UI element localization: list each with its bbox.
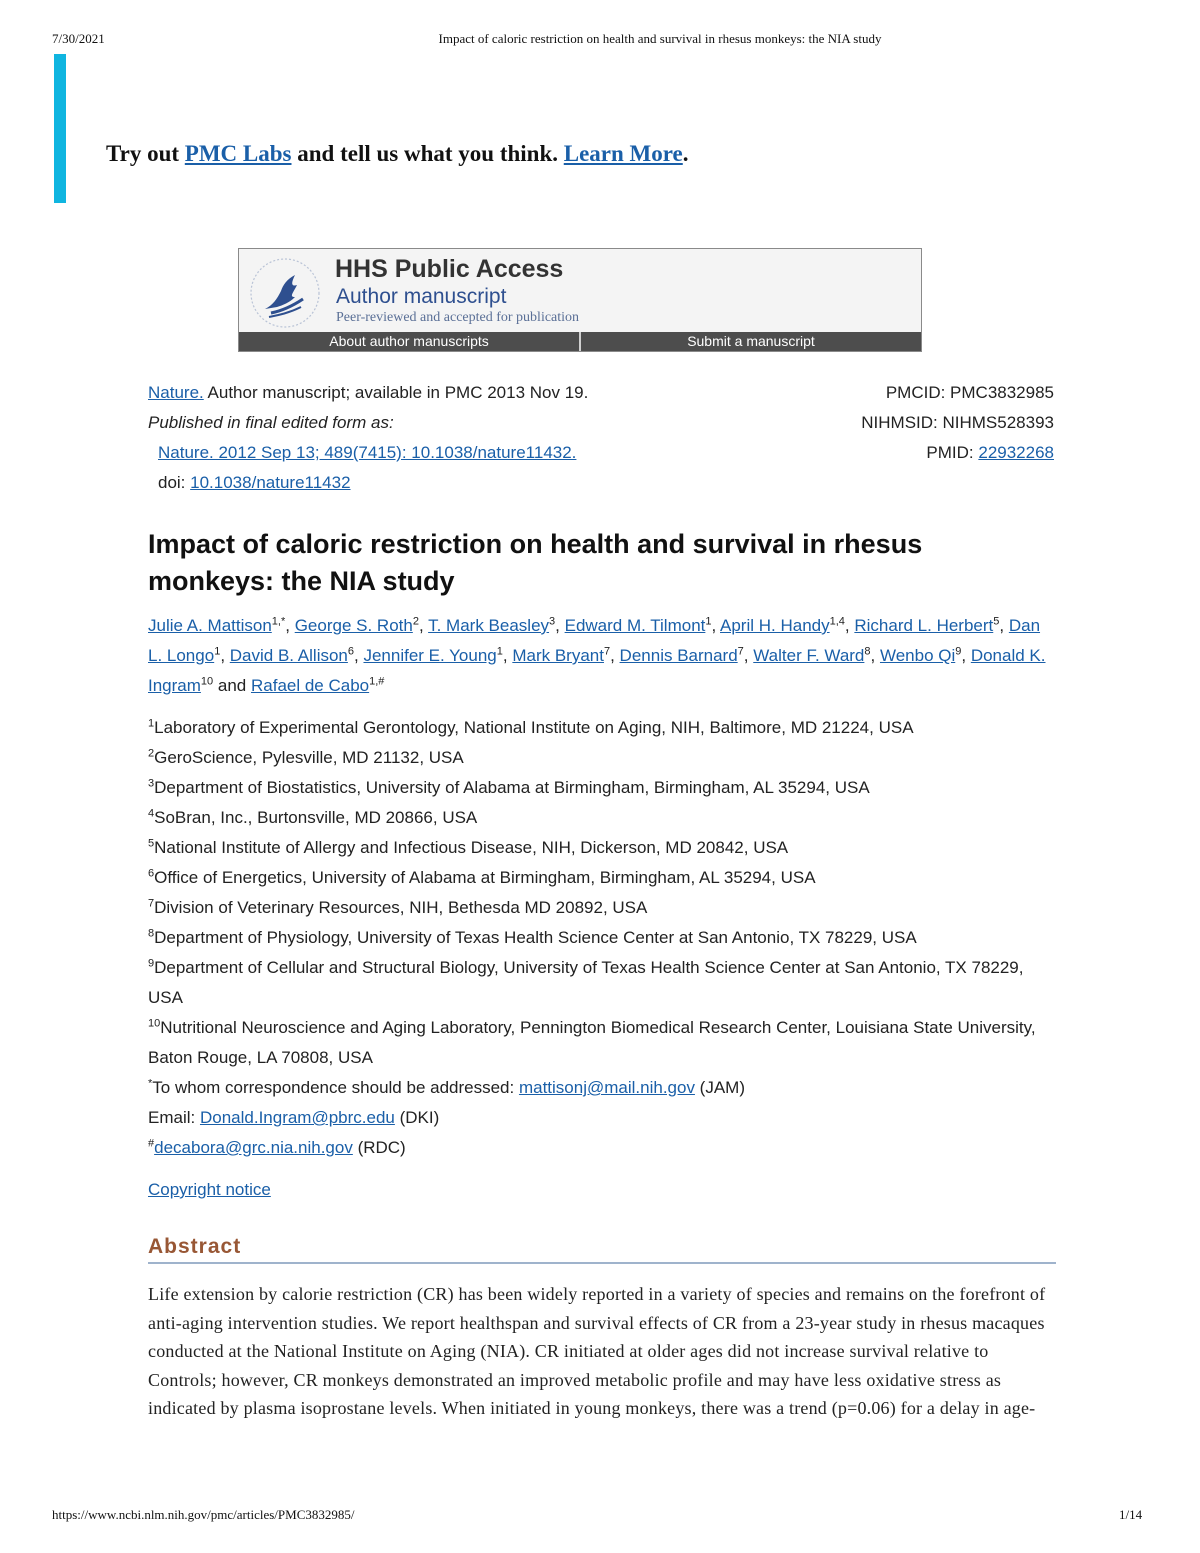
pmc-labs-link[interactable]: PMC Labs	[184, 141, 292, 166]
pmcid: PMCID: PMC3832985	[885, 383, 1054, 402]
affiliation-text: GeroScience, Pylesville, MD 21132, USA	[154, 748, 464, 767]
abstract-heading: Abstract	[148, 1235, 1056, 1264]
affiliation-number: 10	[148, 1017, 161, 1030]
author-link[interactable]: T. Mark Beasley	[428, 616, 550, 635]
affiliation-text: Nutritional Neuroscience and Aging Laboratory, Pennington Biomedical Research Center, Louisiana State University, Baton Rouge, LA 70808, USA	[148, 1018, 1036, 1067]
author-link[interactable]: Wenbo Qi	[879, 646, 956, 665]
affiliation-text: Department of Cellular and Structural Biology, University of Texas Health Science Center at San Antonio, TX 78229, USA	[148, 958, 1024, 1007]
article-title: Impact of caloric restriction on health and survival in rhesus monkeys: the NIA study	[148, 529, 923, 596]
author-link[interactable]: Rafael de Cabo	[250, 676, 370, 695]
published-label: Published in final edited form as:	[148, 413, 394, 432]
author-link[interactable]: Julie A. Mattison	[148, 616, 272, 635]
author-separator: ,	[610, 646, 620, 665]
author-separator: ,	[502, 646, 513, 665]
affiliation-item	[148, 803, 1058, 833]
affiliation-item	[148, 833, 1058, 863]
affiliation-number: 2	[148, 747, 155, 760]
author-affiliation-sup: 1,#	[369, 675, 385, 688]
author-separator: ,	[743, 646, 754, 665]
author-affiliation-sup: 1,*	[271, 615, 286, 628]
affiliation-item	[148, 863, 1058, 893]
author-link[interactable]: Walter F. Ward	[753, 646, 865, 665]
author-affiliation-sup: 6	[347, 645, 355, 658]
hhs-eagle-logo-icon	[247, 255, 323, 331]
author-link[interactable]: Dan L. Longo	[148, 616, 1041, 665]
affiliation-number: 1	[148, 717, 155, 730]
affiliation-number: 9	[148, 957, 155, 970]
author-and: and	[213, 676, 251, 695]
affiliation-text: Division of Veterinary Resources, NIH, Bethesda MD 20892, USA	[154, 898, 648, 917]
article-ids: PMCID: PMC3832985 NIHMSID: NIHMS528393 PMID: 22932268	[861, 378, 1054, 468]
banner-accent-bar	[54, 54, 66, 203]
author-link[interactable]: Donald K. Ingram	[148, 646, 1046, 695]
author-affiliation-sup: 10	[200, 675, 214, 688]
citation-link[interactable]: Nature. 2012 Sep 13; 489(7415): 10.1038/nature11432.	[158, 443, 577, 462]
author-link[interactable]: Dennis Barnard	[619, 646, 738, 665]
author-link[interactable]: Mark Bryant	[512, 646, 604, 665]
author-affiliation-sup: 1	[705, 615, 712, 628]
author-link[interactable]: Edward M. Tilmont	[564, 616, 706, 635]
hhs-title: HHS Public Access	[335, 255, 564, 283]
affiliation-text: Laboratory of Experimental Gerontology, National Institute on Aging, NIH, Baltimore, MD 21224, USA	[154, 718, 914, 737]
hhs-public-access-banner	[238, 248, 922, 352]
affiliation-item	[148, 773, 1058, 803]
pmc-labs-banner: Try out PMC Labs and tell us what you think. Learn More.	[106, 141, 689, 166]
abstract-text: Life extension by calorie restriction (CR) has been widely reported in a variety of species and remains on the forefront of anti-aging intervention studies. We report healthspan and survival effects of CR from a 23-year study in rhesus macaques conducted at the National Institute on Aging (NIA). CR initiated at older ages did not increase survival relative to Controls; however, CR monkeys demonstrated an improved metabolic profile and may have less oxidative stress as indicated by plasma isoprostane levels. When initiated in young monkeys, there was a trend (p=0.06) for a delay in age-	[148, 1284, 1046, 1418]
doi-link[interactable]: 10.1038/nature11432	[190, 473, 351, 492]
author-affiliation-sup: 1	[214, 645, 221, 658]
print-header	[0, 31, 1200, 49]
affiliation-text: SoBran, Inc., Burtonsville, MD 20866, USA	[154, 808, 478, 827]
affiliation-number: 3	[148, 777, 155, 790]
author-affiliation-sup: 5	[993, 615, 1000, 628]
print-date: 7/30/2021	[52, 31, 105, 46]
hhs-tagline: Peer-reviewed and accepted for publication	[336, 310, 580, 325]
affiliation-item	[148, 743, 1058, 773]
affiliation-text: National Institute of Allergy and Infectious Disease, NIH, Dickerson, MD 20842, USA	[154, 838, 789, 857]
print-title: Impact of caloric restriction on health and survival in rhesus monkeys: the NIA study	[438, 31, 882, 46]
nihmsid: NIHMSID: NIHMS528393	[861, 413, 1054, 432]
affiliation-number: 6	[148, 867, 155, 880]
author-affiliation-sup: 8	[864, 645, 871, 658]
pmid-link[interactable]: 22932268	[978, 443, 1054, 462]
affiliation-item	[148, 893, 1058, 923]
author-separator: ,	[555, 616, 565, 635]
author-link[interactable]: April H. Handy	[720, 616, 830, 635]
author-affiliation-sup: 2	[412, 615, 419, 628]
author-affiliation-sup: 1,4	[829, 615, 845, 628]
affiliation-number: 8	[148, 927, 155, 940]
author-separator: ,	[870, 646, 880, 665]
affiliation-number: 5	[148, 837, 155, 850]
email-line-decabo: #decabora@grc.nia.nih.gov (RDC)	[148, 1137, 406, 1157]
author-separator: ,	[220, 646, 230, 665]
hhs-subtitle: Author manuscript	[336, 285, 507, 308]
author-separator: ,	[999, 616, 1009, 635]
copyright-notice-link[interactable]: Copyright notice	[148, 1180, 271, 1199]
journal-link[interactable]: Nature.	[148, 383, 204, 402]
print-url: https://www.ncbi.nlm.nih.gov/pmc/articles/PMC3832985/	[52, 1507, 355, 1522]
affiliation-text: Department of Biostatistics, University of Alabama at Birmingham, Birmingham, AL 35294, USA	[154, 778, 870, 797]
email-line: Email: Donald.Ingram@pbrc.edu (DKI)	[148, 1108, 440, 1127]
email-link-ingram[interactable]: Donald.Ingram@pbrc.edu	[199, 1108, 395, 1127]
affiliations	[148, 713, 1058, 1163]
submit-manuscript-link[interactable]: Submit a manuscript	[687, 333, 815, 349]
author-link[interactable]: David B. Allison	[229, 646, 348, 665]
author-separator: ,	[285, 616, 295, 635]
affiliation-text: Department of Physiology, University of Texas Health Science Center at San Antonio, TX 78229, USA	[154, 928, 917, 947]
author-link[interactable]: George S. Roth	[294, 616, 413, 635]
about-author-manuscripts-link[interactable]: About author manuscripts	[239, 332, 581, 351]
author-separator: ,	[418, 616, 429, 635]
correspondence-line: *To whom correspondence should be addressed: mattisonj@mail.nih.gov (JAM)	[148, 1077, 745, 1097]
affiliation-number: 4	[148, 807, 155, 820]
affiliation-text: Office of Energetics, University of Alabama at Birmingham, Birmingham, AL 35294, USA	[154, 868, 816, 887]
affiliation-number: 7	[148, 897, 155, 910]
affiliation-item	[148, 923, 1058, 953]
author-separator: ,	[961, 646, 971, 665]
author-link[interactable]: Richard L. Herbert	[854, 616, 994, 635]
affiliation-item	[148, 953, 1058, 1013]
author-affiliation-sup: 7	[737, 645, 744, 658]
author-list	[148, 611, 1058, 701]
print-footer	[0, 1507, 1200, 1525]
affiliation-item	[148, 713, 1058, 743]
affiliation-item	[148, 1013, 1058, 1073]
learn-more-link[interactable]: Learn More	[563, 141, 683, 166]
author-separator: ,	[354, 646, 364, 665]
author-affiliation-sup: 7	[603, 645, 611, 658]
author-separator: ,	[711, 616, 721, 635]
author-affiliation-sup: 9	[955, 645, 962, 658]
author-affiliation-sup: 3	[549, 615, 556, 628]
author-affiliation-sup: 1	[496, 645, 503, 658]
email-link-mattison[interactable]: mattisonj@mail.nih.gov	[518, 1078, 695, 1097]
author-separator: ,	[844, 616, 855, 635]
citation-meta: Nature. Author manuscript; available in PMC 2013 Nov 19. Published in final edited form as: Nature. 2012 Sep 13; 489(7415): 10.1038/nature11432. doi: 10.1038/nature11432	[148, 383, 589, 492]
email-link-decabo[interactable]: decabora@grc.nia.nih.gov	[154, 1138, 353, 1157]
print-page-number: 1/14	[1119, 1507, 1143, 1522]
author-link[interactable]: Jennifer E. Young	[363, 646, 497, 665]
copyright-notice	[148, 1180, 271, 1200]
hhs-nav	[239, 332, 921, 351]
